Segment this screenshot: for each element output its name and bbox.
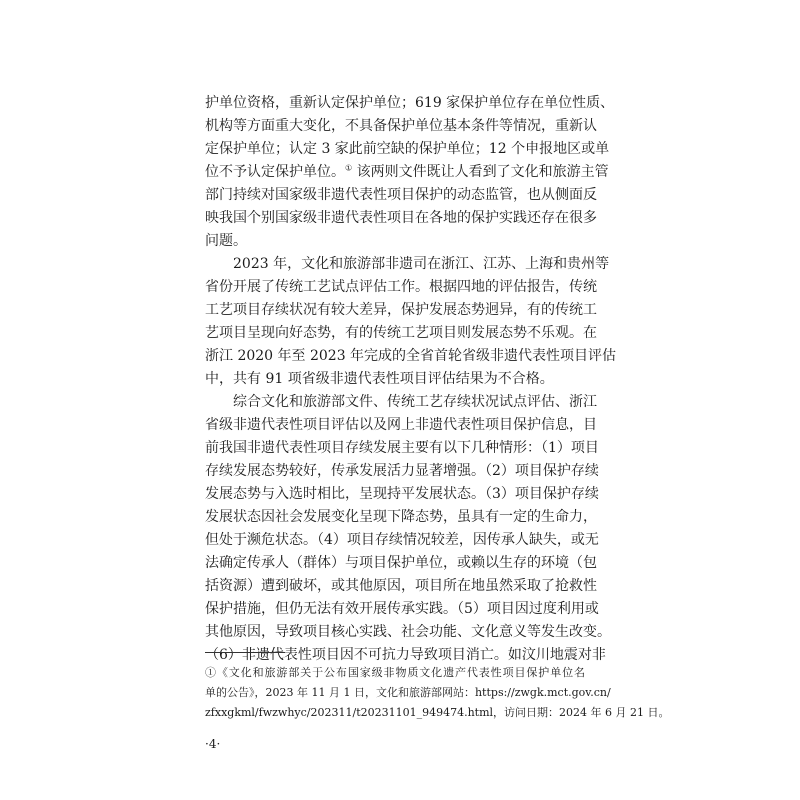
body-line-text: 保护措施，但仍无法有效开展传承实践。（5）项目因过度利用或 bbox=[205, 601, 599, 617]
footnote-line: zfxxgkml/fwzwhyc/202311/t20231101_949474.html，访问日期：2024 年 6 月 21 日。 bbox=[205, 706, 670, 719]
body-line bbox=[205, 230, 585, 253]
body-line bbox=[205, 414, 597, 437]
body-line-text: 括资源）遭到破坏，或其他原因，项目所在地虽然采取了抢救性 bbox=[205, 578, 597, 594]
body-line bbox=[205, 460, 599, 483]
body-line bbox=[205, 276, 597, 299]
body-line bbox=[205, 207, 597, 230]
body-line-text: 发展态势与入选时相比，呈现持平发展状态。（3）项目保护存续 bbox=[205, 486, 599, 502]
body-line bbox=[205, 437, 599, 460]
body-line bbox=[205, 115, 597, 138]
body-line bbox=[205, 575, 597, 598]
body-line bbox=[205, 138, 610, 161]
body-line bbox=[205, 598, 599, 621]
body-line bbox=[205, 391, 597, 414]
body-line-text: 其他原因，导致项目核心实践、社会功能、文化意义等发生改变。 bbox=[205, 624, 611, 640]
page-number: ·4· bbox=[205, 737, 221, 751]
body-line bbox=[205, 92, 615, 115]
body-line-text: 工艺项目存续状况有较大差异，保护发展态势迥异，有的传统工 bbox=[205, 302, 597, 318]
body-line-text: 前我国非遗代表性项目存续发展主要有以下几种情形：（1）项目 bbox=[205, 440, 599, 456]
body-line-text: 护单位资格，重新认定保护单位；619 家保护单位存在单位性质、 bbox=[205, 95, 615, 111]
body-line bbox=[205, 368, 585, 391]
body-line bbox=[205, 184, 597, 207]
body-line-text: 问题。 bbox=[205, 233, 247, 249]
body-line-text: 省级非遗代表性项目评估以及网上非遗代表性项目保护信息，目 bbox=[205, 417, 597, 433]
body-line bbox=[205, 161, 609, 184]
footnote-line: ①《文化和旅游部关于公布国家级非物质文化遗产代表性项目保护单位名 bbox=[205, 666, 585, 679]
body-line-text: 中，共有 91 项省级非遗代表性项目评估结果为不合格。 bbox=[205, 371, 554, 387]
footnote-divider bbox=[205, 652, 285, 653]
footnote-line: 单的公告》，2023 年 11 月 1 日，文化和旅游部网站：https://zwgk.mct.gov.cn/ bbox=[205, 686, 611, 699]
body-line-text: （6）非遗代表性项目因不可抗力导致项目消亡。如汶川地震对非 bbox=[205, 647, 606, 663]
body-line-text: 综合文化和旅游部文件、传统工艺存续状况试点评估、浙江 bbox=[233, 394, 597, 410]
body-line-text: 法确定传承人（群体）与项目保护单位，或赖以生存的环境（包 bbox=[205, 555, 597, 571]
body-line bbox=[205, 621, 611, 644]
body-line-text: 定保护单位；认定 3 家此前空缺的保护单位；12 个申报地区或单 bbox=[205, 141, 610, 157]
body-line-text: 存续发展态势较好，传承发展活力显著增强。（2）项目保护存续 bbox=[205, 463, 599, 479]
body-line bbox=[205, 345, 617, 368]
body-line-text: 部门持续对国家级非遗代表性项目保护的动态监管，也从侧面反 bbox=[205, 187, 597, 203]
body-line-text: 映我国个别国家级非遗代表性项目在各地的保护实践还存在很多 bbox=[205, 210, 597, 226]
body-line bbox=[205, 552, 597, 575]
footnote-marker[interactable]: ① bbox=[345, 163, 353, 173]
body-line bbox=[205, 299, 597, 322]
body-line bbox=[205, 322, 597, 345]
body-line bbox=[205, 529, 599, 552]
body-line-text: 但处于濒危状态。（4）项目存续情况较差，因传承人缺失，或无 bbox=[205, 532, 599, 548]
body-line-text: 发展状态因社会发展变化呈现下降态势，虽具有一定的生命力， bbox=[205, 509, 597, 525]
body-line-text: 省份开展了传统工艺试点评估工作。根据四地的评估报告，传统 bbox=[205, 279, 597, 295]
body-line-text: 位不予认定保护单位。 bbox=[205, 164, 345, 180]
body-line-text: 艺项目呈现向好态势，有的传统工艺项目则发展态势不乐观。在 bbox=[205, 325, 597, 341]
body-line bbox=[205, 253, 610, 276]
body-line-text: 2023 年，文化和旅游部非遗司在浙江、江苏、上海和贵州等 bbox=[233, 256, 610, 272]
body-line bbox=[205, 506, 597, 529]
body-line bbox=[205, 483, 599, 506]
body-line-text: 机构等方面重大变化，不具备保护单位基本条件等情况，重新认 bbox=[205, 118, 597, 134]
body-line-text: 浙江 2020 年至 2023 年完成的全省首轮省级非遗代表性项目评估 bbox=[205, 348, 617, 364]
body-text bbox=[205, 92, 617, 667]
footnotes bbox=[205, 663, 670, 723]
body-line-text: 该两则文件既让人看到了文化和旅游主管 bbox=[352, 164, 609, 180]
